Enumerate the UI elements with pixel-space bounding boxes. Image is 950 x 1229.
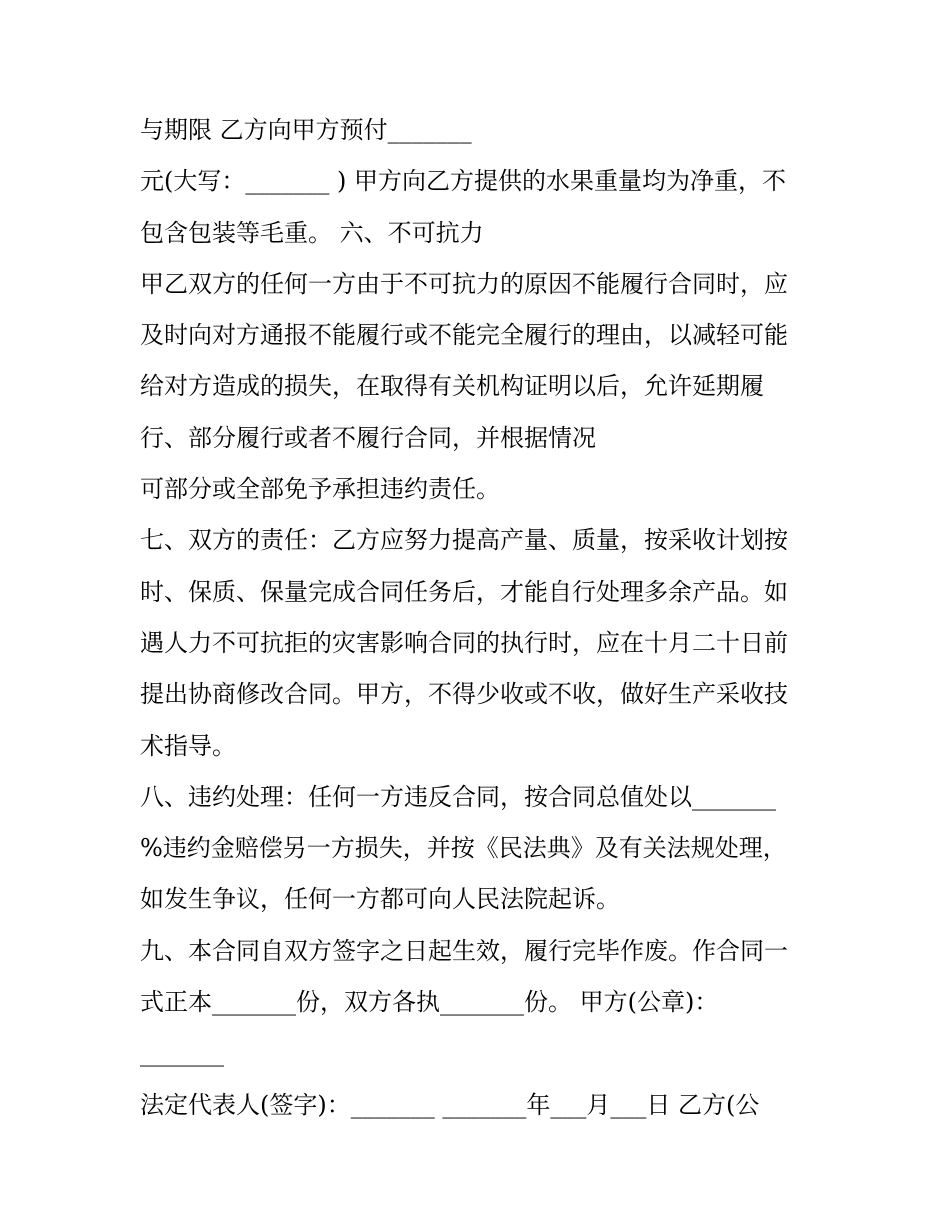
text-line: 行、部分履行或者不履行合同，并根据情况 (140, 423, 596, 452)
text-line: 时、保质、保量完成合同任务后，才能自行处理多余产品。如 (140, 577, 788, 606)
text-line: 可部分或全部免予承担违约责任。 (140, 475, 500, 504)
text-line: 九、本合同自双方签字之日起生效，履行完毕作废。作合同一 (140, 936, 788, 965)
text-line: 七、双方的责任：乙方应努力提高产量、质量，按采收计划按 (140, 526, 788, 555)
text-line: 甲乙双方的任何一方由于不可抗力的原因不能履行合同时，应 (140, 269, 788, 298)
text-line: 八、违约处理：任何一方违反合同，按合同总值处以_______ (140, 782, 776, 811)
contract-body (140, 105, 830, 1131)
text-line: 元(大写：_______ ) 甲方向乙方提供的水果重量均为净重，不 (140, 167, 786, 196)
text-line: 术指导。 (140, 731, 236, 760)
text-line: 给对方造成的损失，在取得有关机构证明以后，允许延期履 (140, 372, 764, 401)
text-line: %违约金赔偿另一方损失，并按《民法典》及有关法规处理， (140, 834, 787, 863)
text-line: 及时向对方通报不能履行或不能完全履行的理由，以减轻可能 (140, 321, 788, 350)
text-line: 包含包装等毛重。 六、不可抗力 (140, 218, 484, 247)
text-line: 法定代表人(签字)：_______ _______年___月___日 乙方(公 (140, 1090, 760, 1119)
text-line: 与期限 乙方向甲方预付_______ (140, 116, 472, 144)
text-line: 提出协商修改合同。甲方，不得少收或不收，做好生产采收技 (140, 680, 788, 709)
text-line: _______ (140, 1039, 224, 1068)
text-line: 式正本_______份，双方各执_______份。 甲方(公章)： (140, 988, 719, 1017)
text-line: 如发生争议，任何一方都可向人民法院起诉。 (140, 885, 620, 914)
text-line: 遇人力不可抗拒的灾害影响合同的执行时，应在十月二十日前 (140, 628, 788, 657)
